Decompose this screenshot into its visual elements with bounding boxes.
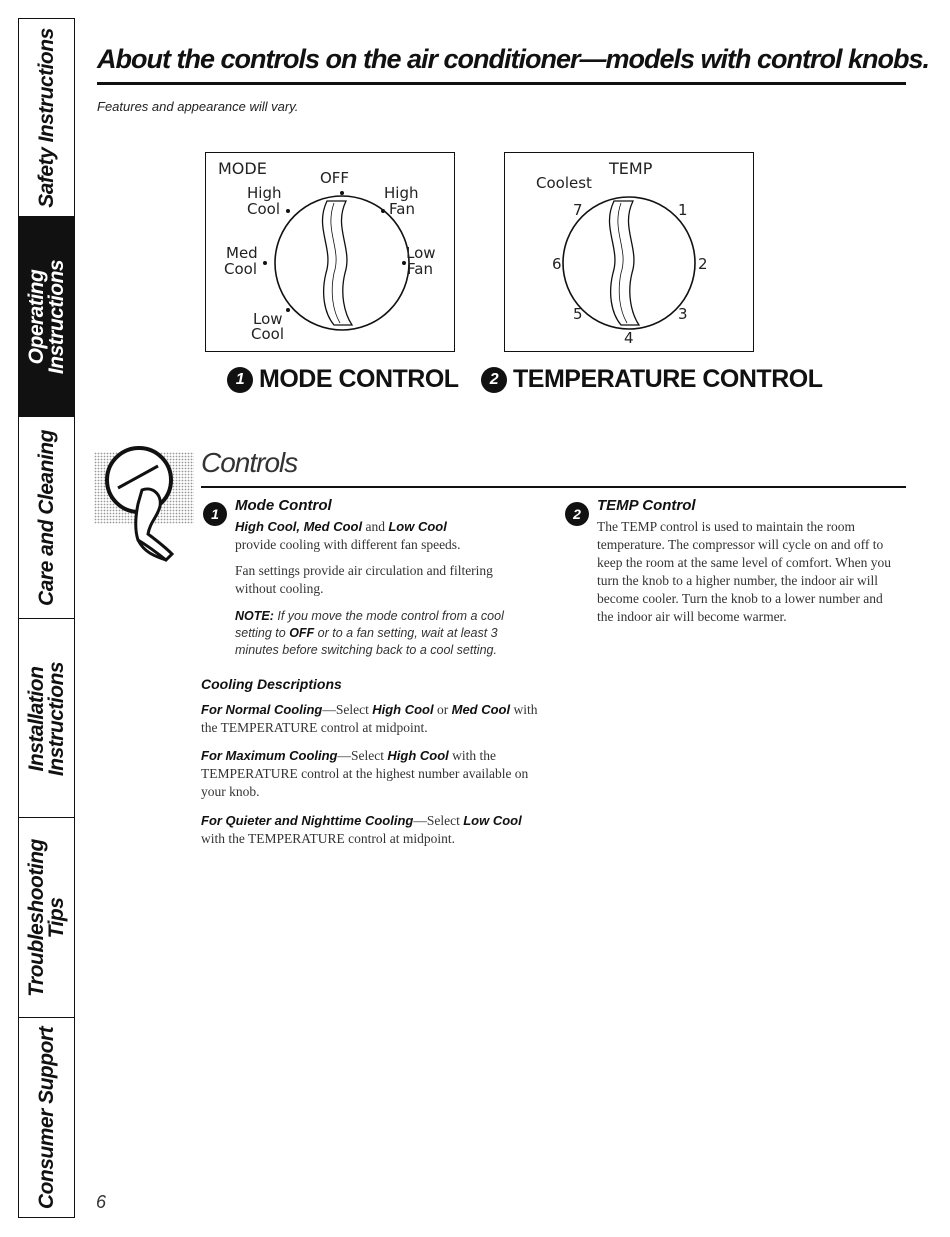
caption-text: MODE CONTROL	[259, 365, 459, 393]
temp-control-text: The TEMP control is used to maintain the room temperature. The compressor will cycle on and off to keep the room at the same level of comfort. When you turn the knob to a higher number, the indoor air will become cooler. Turn the knob to a lower number and the indoor air will become warmer.	[597, 519, 892, 624]
temp-control-heading: TEMP Control	[597, 497, 696, 514]
mode-off-label: OFF	[320, 169, 350, 187]
tab-troubleshooting-tips[interactable]	[18, 817, 75, 1018]
temp-number-2: 2	[698, 255, 708, 273]
maximum-cooling-text: For Maximum Cooling—Select High Cool with the TEMPERATURE control at the highest number available on your knob.	[201, 748, 529, 799]
temp-number-3: 3	[678, 305, 688, 323]
temp-number-6: 6	[552, 255, 562, 273]
page-title: About the controls on the air conditioner—models with control knobs.	[97, 44, 930, 74]
title-rule	[97, 82, 906, 85]
temperature-control-caption	[481, 365, 822, 394]
mode-low-cool-label: Low	[253, 310, 283, 328]
mode-box-title: MODE	[218, 159, 267, 178]
mode-low-cool-label-2: Cool	[251, 325, 284, 343]
temp-number-5: 5	[573, 305, 583, 323]
mode-control-heading: Mode Control	[235, 497, 332, 514]
tab-label: Installation Instructions	[24, 661, 68, 776]
temp-section-number: 2	[565, 502, 589, 526]
mode-section-number: 1	[203, 502, 227, 526]
page-subtitle: Features and appearance will vary.	[97, 99, 299, 114]
mode-high-fan-label: High	[384, 184, 419, 202]
cooling-descriptions-heading: Cooling Descriptions	[201, 676, 342, 692]
controls-heading: Controls	[201, 447, 298, 478]
mode-low-fan-label-2: Fan	[407, 260, 433, 278]
tab-label: Safety Instructions	[34, 28, 58, 208]
temp-coolest-label: Coolest	[536, 174, 592, 192]
temp-number-4: 4	[624, 329, 634, 347]
side-tabs	[18, 18, 75, 1218]
mode-med-cool-label: Med	[226, 244, 258, 262]
tab-operating-instructions[interactable]	[18, 216, 75, 417]
mode-control-caption	[227, 365, 459, 394]
mode-dial-panel	[205, 152, 455, 352]
mode-high-fan-label-2: Fan	[389, 200, 415, 218]
mode-med-cool-label-2: Cool	[224, 260, 257, 278]
caption-text: TEMPERATURE CONTROL	[513, 365, 823, 393]
tab-safety-instructions[interactable]	[18, 18, 75, 217]
normal-cooling-text: For Normal Cooling—Select High Cool or Med Cool with the TEMPERATURE control at midpoint.	[201, 702, 538, 735]
fan-settings-text: Fan settings provide air circulation and filtering without cooling.	[235, 563, 493, 596]
number-badge: 1	[227, 367, 253, 393]
mode-low-fan-label: Low	[406, 244, 436, 262]
tab-label: Care and Cleaning	[34, 430, 58, 606]
tab-consumer-support[interactable]	[18, 1017, 75, 1218]
tab-label: Troubleshooting Tips	[24, 839, 68, 997]
temp-number-1: 1	[678, 201, 688, 219]
tab-installation-instructions[interactable]	[18, 618, 75, 818]
page-number: 6	[96, 1192, 107, 1212]
section-rule	[201, 486, 906, 488]
temp-box-title: TEMP	[609, 159, 653, 178]
mode-control-text: High Cool, Med Cool and Low Cool provide cooling with different fan speeds.	[235, 519, 461, 552]
mode-high-cool-label-2: Cool	[247, 200, 280, 218]
hand-turning-knob-icon	[94, 428, 194, 578]
mode-note: NOTE: If you move the mode control from a cool setting to OFF or to a fan setting, wait at least 3 minutes before switching back to a cool setting.	[235, 609, 504, 657]
tab-care-and-cleaning[interactable]	[18, 416, 75, 619]
temp-number-7: 7	[573, 201, 583, 219]
quieter-cooling-text: For Quieter and Nighttime Cooling—Select Low Cool with the TEMPERATURE control at midpoint.	[201, 813, 522, 846]
mode-high-cool-label: High	[247, 184, 282, 202]
number-badge: 2	[481, 367, 507, 393]
temp-dial-panel	[504, 152, 754, 352]
tab-label: Consumer Support	[34, 1026, 58, 1209]
tab-label: Operating Instructions	[24, 259, 68, 375]
